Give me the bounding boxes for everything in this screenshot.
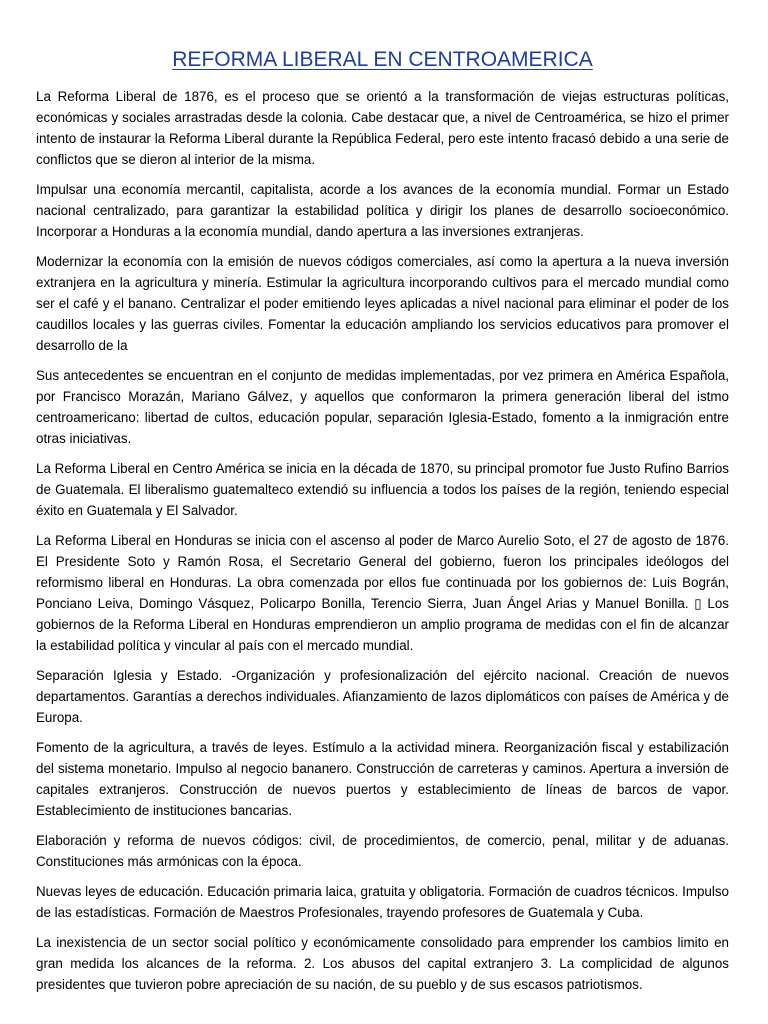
document-title: REFORMA LIBERAL EN CENTROAMERICA <box>172 48 593 71</box>
paragraph-6: La Reforma Liberal en Honduras se inicia con el ascenso al poder de Marco Aurelio Soto, el 27 de agosto de 1876. El Presidente Soto y Ramón Rosa, el Secretario General del gobierno, fueron los principales ideólogos del reformismo liberal en Honduras. La obra comenzada por ellos fue continuada por los gobiernos de: Luis Bográn, Ponciano Leiva, Domingo Vásquez, Policarpo Bonilla, Terencio Sierra, Juan Ángel Arias y Manuel Bonilla. ▯ Los gobiernos de la Reforma Liberal en Honduras emprendieron un amplio programa de medidas con el fin de alcanzar la estabilidad política y vincular al país con el mercado mundial. <box>36 533 729 653</box>
paragraph-7: Separación Iglesia y Estado. -Organización y profesionalización del ejército nacional. Creación de nuevos departamentos. Garantías a derechos individuales. Afianzamiento de lazos diplomáticos con países de América y de Europa. <box>36 668 729 725</box>
paragraph-4: Sus antecedentes se encuentran en el conjunto de medidas implementadas, por vez primera en América Española, por Francisco Morazán, Mariano Gálvez, y aquellos que conformaron la primera generación liberal del istmo centroamericano: libertad de cultos, educación popular, separación Iglesia-Estado, fomento a la inmigración entre otras iniciativas. <box>36 368 729 446</box>
paragraph-3: Modernizar la economía con la emisión de nuevos códigos comerciales, así como la apertura a la nueva inversión extranjera en la agricultura y minería. Estimular la agricultura incorporando cultivos para el mercado mundial como ser el café y el banano. Centralizar el poder emitiendo leyes aplicadas a nivel nacional para eliminar el poder de los caudillos locales y las guerras civiles. Fomentar la educación ampliando los servicios educativos para promover el desarrollo de la <box>36 254 729 353</box>
document-page <box>36 48 729 1004</box>
paragraph-5: La Reforma Liberal en Centro América se inicia en la década de 1870, su principal promotor fue Justo Rufino Barrios de Guatemala. El liberalismo guatemalteco extendió su influencia a todos los países de la región, teniendo especial éxito en Guatemala y El Salvador. <box>36 461 729 518</box>
paragraph-9: Elaboración y reforma de nuevos códigos: civil, de procedimientos, de comercio, penal, militar y de aduanas. Constituciones más armónicas con la época. <box>36 833 729 869</box>
paragraph-11: La inexistencia de un sector social político y económicamente consolidado para emprender los cambios limito en gran medida los alcances de la reforma. 2. Los abusos del capital extranjero 3. La complicidad de algunos presidentes que tuvieron pobre apreciación de su nación, de su pueblo y de sus escasos patriotismos. <box>36 935 729 992</box>
paragraph-2: Impulsar una economía mercantil, capitalista, acorde a los avances de la economía mundial. Formar un Estado nacional centralizado, para garantizar la estabilidad política y dirigir los planes de desarrollo socioeconómico. Incorporar a Honduras a la economía mundial, dando apertura a las inversiones extranjeras. <box>36 182 729 239</box>
paragraph-10: Nuevas leyes de educación. Educación primaria laica, gratuita y obligatoria. Formación de cuadros técnicos. Impulso de las estadísticas. Formación de Maestros Profesionales, trayendo profesores de Guatemala y Cuba. <box>36 884 729 920</box>
paragraph-1: La Reforma Liberal de 1876, es el proceso que se orientó a la transformación de viejas estructuras políticas, económicas y sociales arrastradas desde la colonia. Cabe destacar que, a nivel de Centroamérica, se hizo el primer intento de instaurar la Reforma Liberal durante la República Federal, pero este intento fracasó debido a una serie de conflictos que se dieron al interior de la misma. <box>36 89 729 167</box>
paragraph-8: Fomento de la agricultura, a través de leyes. Estímulo a la actividad minera. Reorganización fiscal y estabilización del sistema monetario. Impulso al negocio bananero. Construcción de carreteras y caminos. Apertura a inversión de capitales extranjeros. Construcción de nuevos puertos y establecimiento de líneas de barcos de vapor. Establecimiento de instituciones bancarias. <box>36 740 729 818</box>
